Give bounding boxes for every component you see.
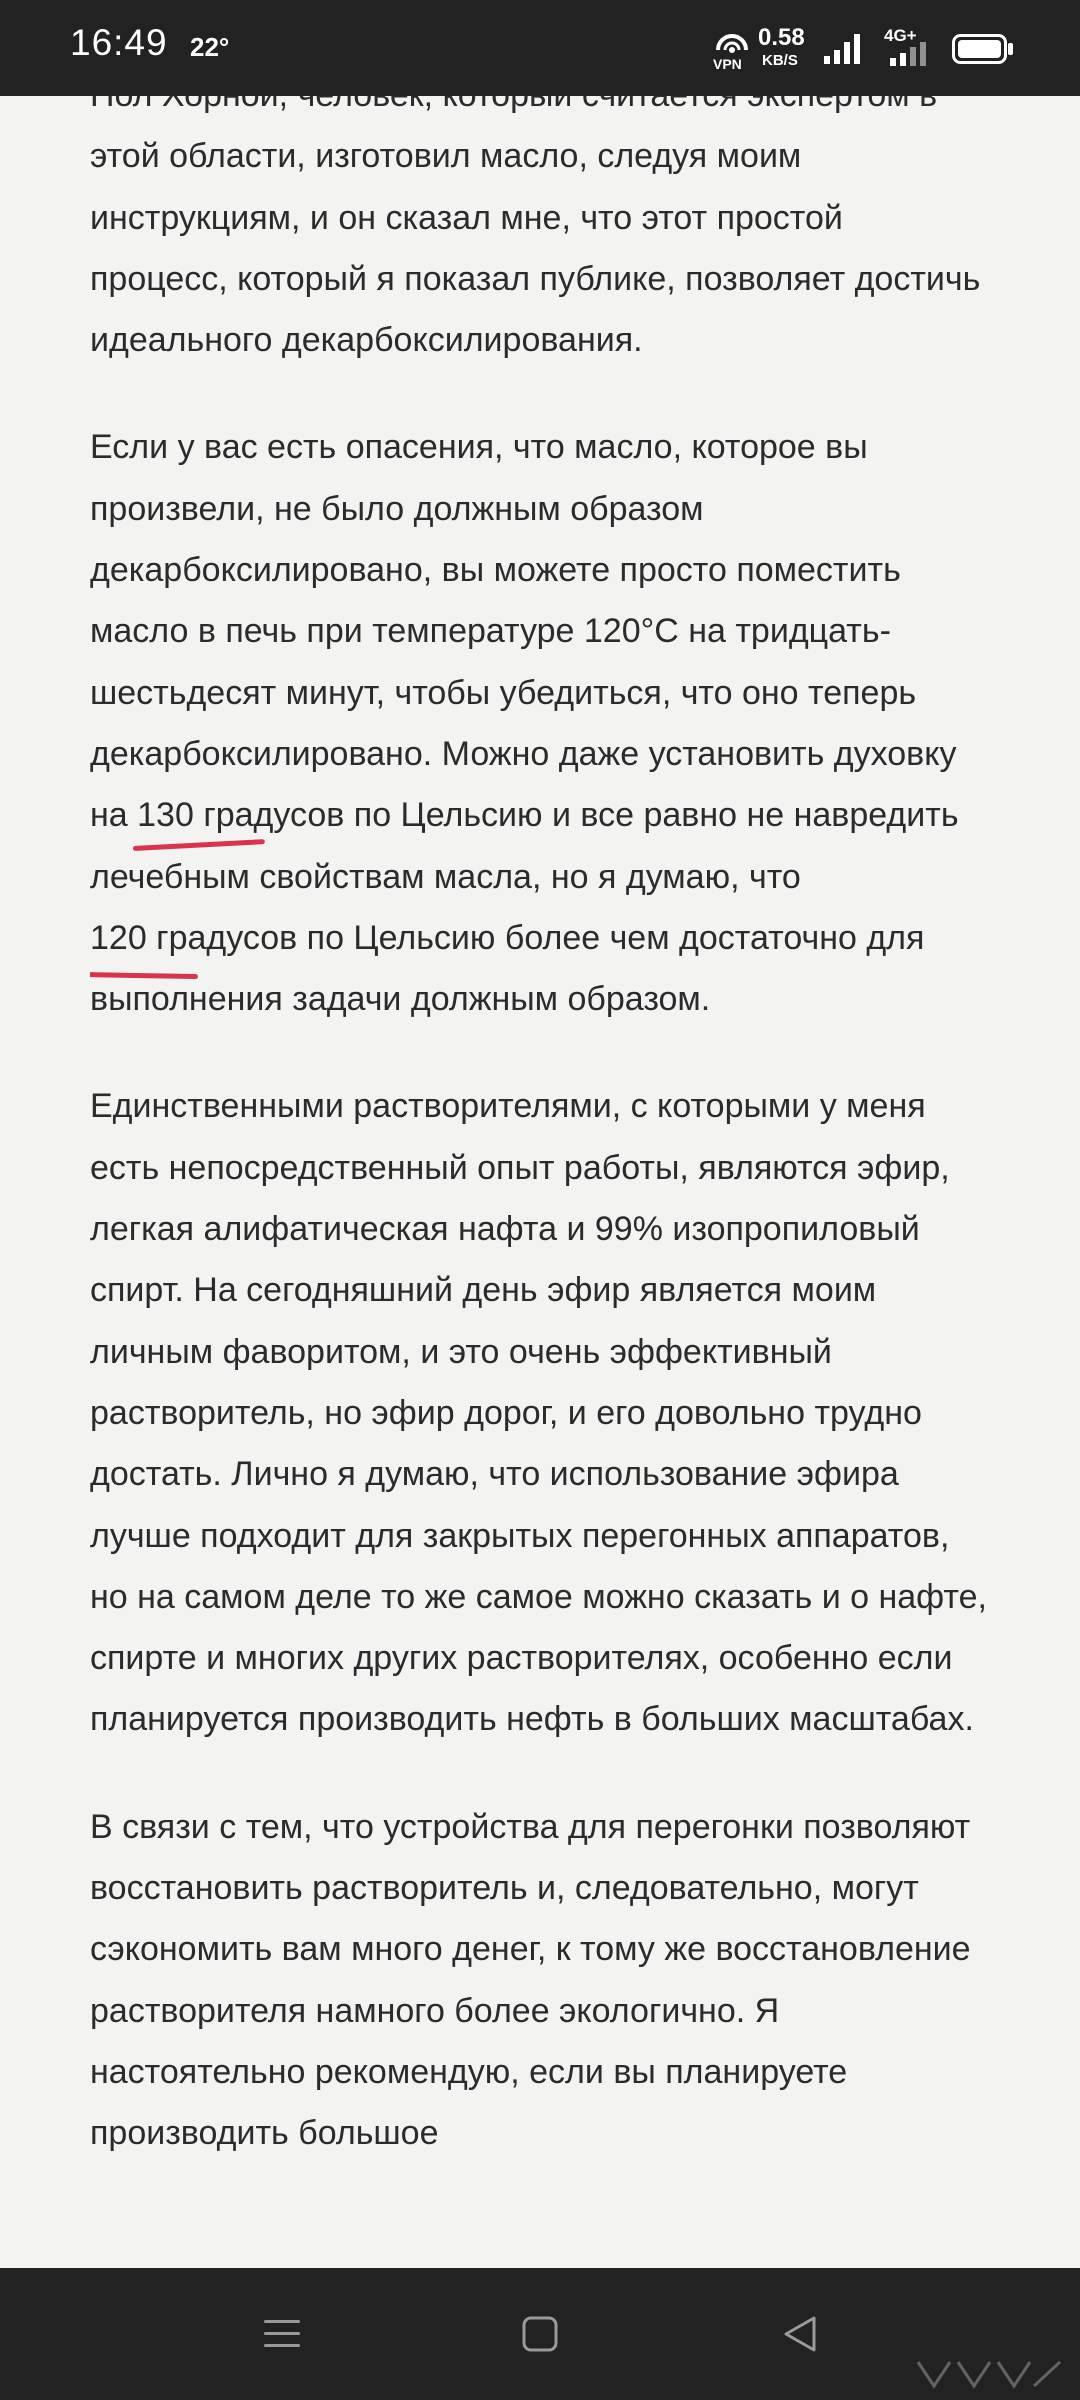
watermark-logo-icon	[914, 2356, 1064, 2392]
network-speed-unit: KB/S	[762, 52, 798, 69]
status-time: 16:49	[70, 22, 168, 63]
highlighted-phrase	[90, 908, 297, 969]
status-bar	[0, 0, 1080, 96]
red-underline-mark	[133, 839, 265, 851]
status-temperature: 22°	[190, 32, 230, 62]
paragraph-text: по Цельсию более чем достаточно для выполнения задачи должным образом.	[90, 918, 925, 1019]
paragraph-text: усов по Цельсию и все равно не навредить лечебным свойствам масла, но я думаю, что	[90, 796, 959, 896]
article-paragraph	[90, 417, 990, 1030]
highlighted-text: 120 градусов	[90, 918, 298, 957]
network-speed-value: 0.58	[758, 24, 805, 51]
menu-icon[interactable]	[258, 2310, 306, 2358]
home-icon[interactable]	[516, 2310, 564, 2358]
navigation-bar	[0, 2268, 1080, 2400]
highlighted-text: 130 град	[137, 796, 274, 835]
signal-icon	[890, 42, 926, 66]
battery-icon	[952, 34, 1014, 64]
network-type-label: 4G+	[884, 26, 917, 45]
article-paragraph: В связи с тем, что устройства для перегонки позволяют восстановить растворитель и, следовательно, могут сэкономить вам много денег, к тому же восстановление растворителя намного более экологично. Я настоятельно рекомендую, если вы планируете производить большое	[90, 1807, 971, 2153]
article-paragraph: этой области, изготовил масло, следуя моим инструкциям, и он сказал мне, что этот простой процесс, который я показал публике, позволяет достичь идеального декарбоксилирования.	[90, 137, 981, 360]
article-paragraph: Единственными растворителями, с которыми у меня есть непосредственный опыт работы, являются эфир, легкая алифатическая нафта и 99% изопропиловый спирт. На сегодняшний день эфир является моим личным фаворитом, и это очень эффективный растворитель, но эфир дорог, и его довольно трудно достать. Лично я думаю, что использование эфира лучше подходит для закрытых перегонных аппаратов, но на самом деле то же самое можно сказать и о нафте, спирте и многих других растворителях, особенно если планируется производить нефть в больших масштабах.	[90, 1087, 987, 1739]
back-icon[interactable]	[776, 2310, 824, 2358]
signal-icon	[824, 34, 862, 64]
red-underline-mark	[90, 972, 198, 979]
highlighted-phrase	[137, 785, 273, 846]
paragraph-text: Если у вас есть опасения, что масло, которое вы произвели, не было должным образом декарбоксилировано, вы можете просто поместить масло в печь при температуре 120°C на тридцать-шестьдесят минут, чтобы убедиться, что оно теперь декарбоксилировано. Можно даже установить духовку на	[90, 428, 957, 835]
vpn-label: VPN	[713, 56, 742, 72]
article-body	[90, 65, 990, 2265]
